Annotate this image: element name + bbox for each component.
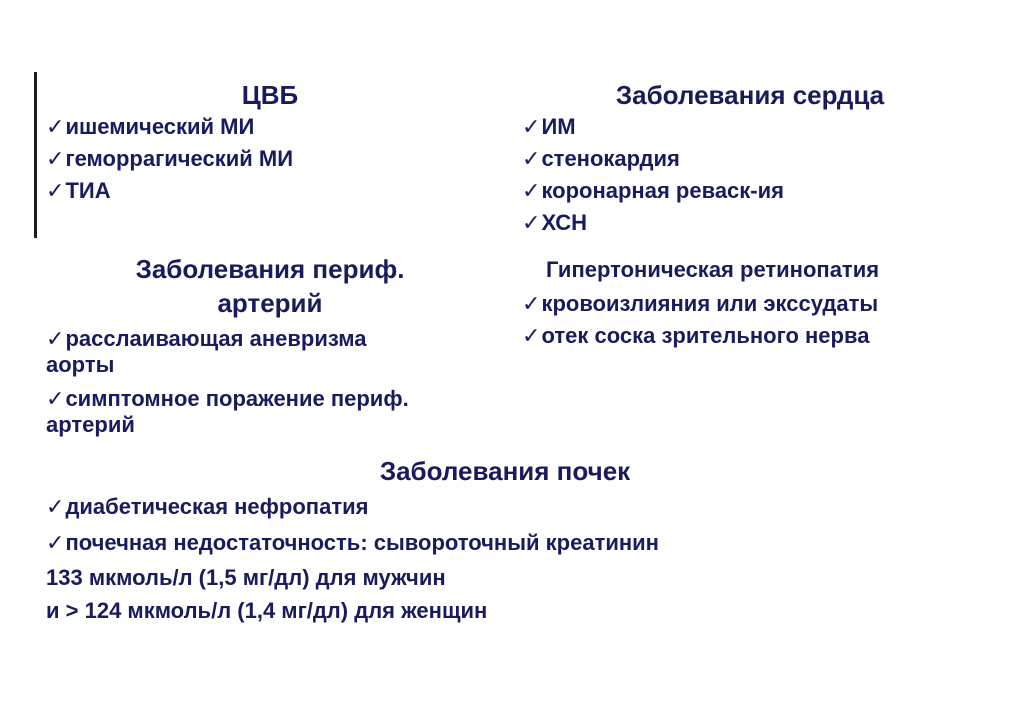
item-label: стенокардия [541, 146, 680, 171]
item-label: отек соска зрительного нерва [541, 323, 870, 348]
item-label: почечная недостаточность: сывороточный креатинин [65, 530, 659, 555]
heart-item-mi [522, 114, 576, 140]
check-icon: ✓ [522, 114, 541, 139]
periph-item-aneurysm [46, 326, 366, 352]
periph-heading-line2: артерий [217, 288, 323, 318]
periph-item-symptomatic [46, 386, 409, 412]
cvb-item-ischemic [46, 114, 254, 140]
item-label: геморрагический МИ [65, 146, 294, 171]
periph-heading [80, 254, 460, 318]
kidney-item-insufficiency [46, 530, 659, 556]
kidney-creatinine-women: и > 124 мкмоль/л (1,4 мг/дл) для женщин [46, 598, 488, 623]
check-icon: ✓ [46, 494, 65, 519]
retina-item-hemorrhage [522, 291, 878, 317]
cvb-heading: ЦВБ [241, 80, 299, 110]
kidney-creatinine-men: 133 мкмоль/л (1,5 мг/дл) для мужчин [46, 565, 446, 590]
check-icon: ✓ [522, 291, 541, 316]
kidney-heading: Заболевания почек [379, 456, 631, 486]
item-label: ИМ [541, 114, 576, 139]
kidney-item-nephropathy [46, 494, 368, 520]
item-label: коронарная реваск-ия [541, 178, 784, 203]
periph-item-aneurysm-cont: аорты [46, 352, 115, 377]
left-vertical-rule [34, 72, 37, 238]
check-icon: ✓ [522, 146, 541, 171]
heart-item-angina [522, 146, 680, 172]
item-label: ХСН [541, 210, 588, 235]
retina-item-papilledema [522, 323, 869, 349]
item-label: кровоизлияния или экссудаты [541, 291, 879, 316]
check-icon: ✓ [522, 323, 541, 348]
heart-item-chf [522, 210, 587, 236]
periph-item-symptomatic-cont: артерий [46, 412, 135, 437]
item-label: ишемический МИ [65, 114, 255, 139]
check-icon: ✓ [522, 210, 541, 235]
check-icon: ✓ [522, 178, 541, 203]
item-label: симптомное поражение периф. [65, 386, 409, 411]
item-label: ТИА [65, 178, 111, 203]
cvb-item-tia [46, 178, 111, 204]
check-icon: ✓ [46, 178, 65, 203]
check-icon: ✓ [46, 146, 65, 171]
check-icon: ✓ [46, 386, 65, 411]
retina-heading: Гипертоническая ретинопатия [546, 257, 880, 282]
check-icon: ✓ [46, 114, 65, 139]
check-icon: ✓ [46, 326, 65, 351]
periph-heading-line1: Заболевания периф. [135, 254, 405, 284]
item-label: диабетическая нефропатия [65, 494, 369, 519]
check-icon: ✓ [46, 530, 65, 555]
item-label: расслаивающая аневризма [65, 326, 367, 351]
heart-heading: Заболевания сердца [615, 80, 885, 110]
heart-item-revasc [522, 178, 784, 204]
cvb-item-hemorrhagic [46, 146, 293, 172]
